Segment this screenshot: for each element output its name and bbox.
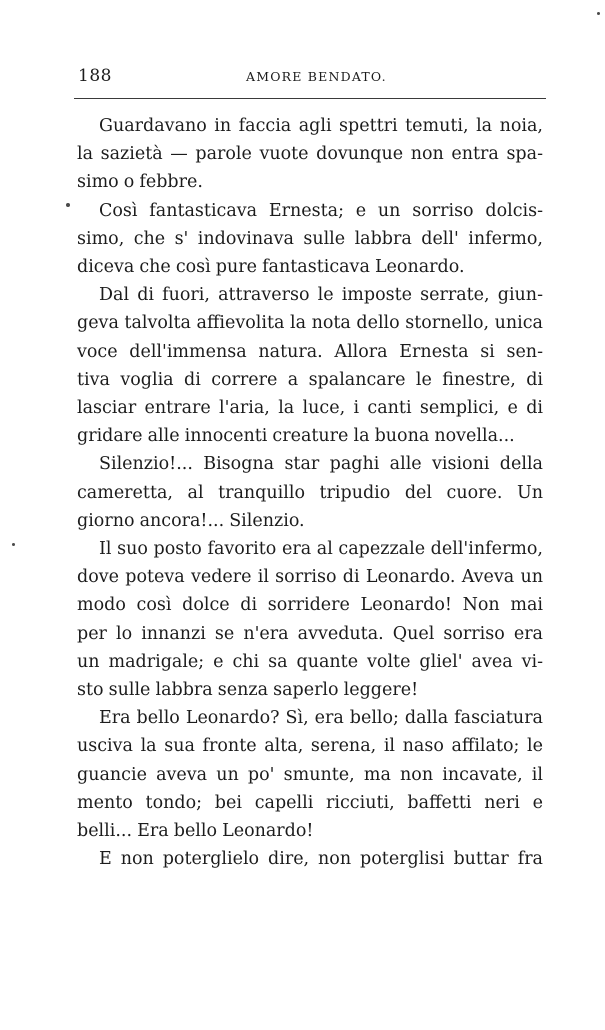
paragraph: [77, 450, 543, 535]
text-line: un madrigale; e chi sa quante volte gliel' avea vi-: [77, 651, 543, 672]
text-line: Era bello Leonardo? Sì, era bello; dalla fasciatura: [99, 708, 543, 729]
paragraph: [77, 845, 543, 873]
print-speck: [597, 12, 600, 15]
text-line: guancie aveva un po' smunte, ma non incavate, il: [77, 764, 543, 785]
text-line: per lo innanzi se n'era avveduta. Quel sorriso era: [77, 623, 543, 644]
text-line: voce dell'immensa natura. Allora Ernesta si sen-: [77, 341, 543, 362]
paragraph: [77, 704, 543, 845]
text-line: sto sulle labbra senza saperlo leggere!: [77, 680, 419, 701]
header-rule: [74, 98, 546, 99]
print-speck: [66, 203, 70, 207]
text-line: diceva che così pure fantasticava Leonardo.: [77, 257, 465, 278]
text-line: E non poterglielo dire, non poterglisi buttar fra: [99, 849, 543, 870]
text-line: Il suo posto favorito era al capezzale dell'infermo,: [99, 539, 543, 560]
paragraph: [77, 535, 543, 704]
text-line: Così fantasticava Ernesta; e un sorriso dolcis-: [99, 200, 543, 221]
text-line: modo così dolce di sorridere Leonardo! Non mai: [77, 595, 543, 616]
paragraph: [77, 281, 543, 450]
text-line: lasciar entrare l'aria, la luce, i canti semplici, e di: [77, 398, 543, 419]
text-line: usciva la sua fronte alta, serena, il naso affilato; le: [77, 736, 543, 757]
body-text: [77, 112, 543, 873]
print-speck: [12, 543, 15, 546]
text-line: Guardavano in faccia agli spettri temuti, la noia,: [99, 116, 543, 136]
text-line: dove poteva vedere il sorriso di Leonardo. Aveva un: [77, 567, 543, 588]
paragraph: [77, 112, 543, 197]
text-line: mento tondo; bei capelli ricciuti, baffetti neri e: [77, 792, 543, 813]
text-line: simo, che s' indovinava sulle labbra dell' infermo,: [77, 228, 543, 249]
text-line: geva talvolta affievolita la nota dello stornello, unica: [77, 313, 543, 334]
text-line: cameretta, al tranquillo tripudio del cuore. Un: [77, 482, 543, 503]
text-line: la sazietà — parole vuote dovunque non entra spa-: [77, 144, 543, 165]
text-line: belli... Era bello Leonardo!: [77, 821, 314, 842]
running-head: AMORE BENDATO.: [246, 69, 387, 84]
text-line: Silenzio!... Bisogna star paghi alle visioni della: [99, 454, 543, 475]
paragraph: [77, 197, 543, 282]
text-line: Dal di fuori, attraverso le imposte serrate, giun-: [99, 285, 543, 306]
text-line: tiva voglia di correre a spalancare le finestre, di: [77, 369, 543, 390]
page-number: 188: [78, 66, 112, 86]
text-line: simo o febbre.: [77, 172, 203, 193]
text-line: gridare alle innocenti creature la buona novella...: [77, 426, 515, 447]
text-line: giorno ancora!... Silenzio.: [77, 510, 305, 531]
